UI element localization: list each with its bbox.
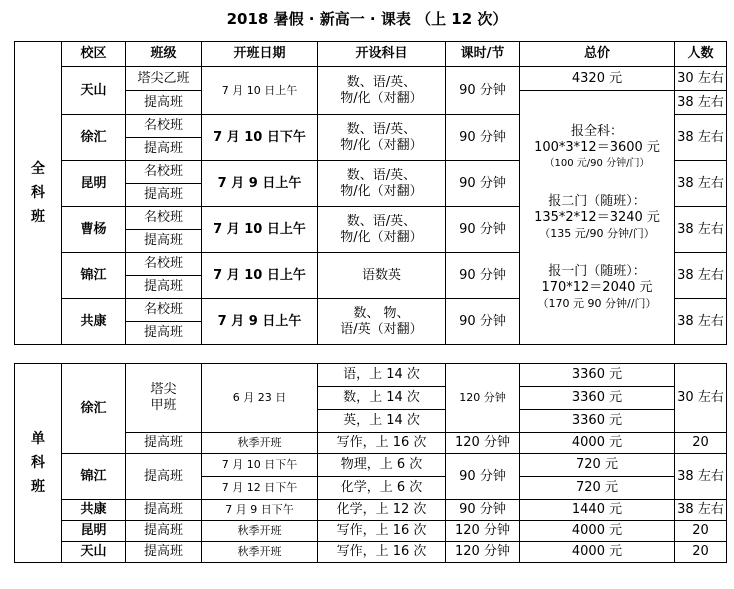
hours-cell: 120 分钟 bbox=[446, 521, 520, 542]
campus-cell: 昆明 bbox=[62, 521, 126, 542]
class-cell: 提高班 bbox=[126, 230, 202, 253]
price-cell: 1440 元 bbox=[520, 500, 675, 521]
count-cell: 38 左右 bbox=[675, 161, 727, 207]
date-cell: 7 月 10 日下午 bbox=[202, 115, 318, 161]
subject-cell: 数、语/英、 物/化（对翻） bbox=[318, 115, 446, 161]
hours-cell: 90 分钟 bbox=[446, 207, 520, 253]
class-cell: 提高班 bbox=[126, 500, 202, 521]
count-cell: 30 左右 bbox=[675, 364, 727, 433]
count-cell: 38 左右 bbox=[675, 454, 727, 500]
hours-cell: 120 分钟 bbox=[446, 364, 520, 433]
subject-cell: 物理，上 6 次 bbox=[318, 454, 446, 477]
count-cell: 30 左右 bbox=[675, 67, 727, 91]
date-cell: 7 月 12 日下午 bbox=[202, 477, 318, 500]
class-cell: 提高班 bbox=[126, 521, 202, 542]
count-cell: 38 左右 bbox=[675, 253, 727, 299]
hours-cell: 120 分钟 bbox=[446, 542, 520, 563]
date-cell: 7 月 9 日上午 bbox=[202, 161, 318, 207]
subject-cell: 写作，上 16 次 bbox=[318, 521, 446, 542]
count-cell: 20 bbox=[675, 521, 727, 542]
header-campus: 校区 bbox=[62, 42, 126, 67]
table-row bbox=[15, 454, 727, 477]
class-cell: 提高班 bbox=[126, 184, 202, 207]
price-cell: 4000 元 bbox=[520, 521, 675, 542]
class-cell: 名校班 bbox=[126, 161, 202, 184]
date-cell: 7 月 10 日上午 bbox=[202, 207, 318, 253]
table-row bbox=[15, 67, 727, 91]
subject-cell: 数、 物、 语/英（对翻） bbox=[318, 299, 446, 345]
class-cell: 提高班 bbox=[126, 322, 202, 345]
class-cell: 名校班 bbox=[126, 299, 202, 322]
class-cell: 提高班 bbox=[126, 454, 202, 500]
campus-cell: 共康 bbox=[62, 299, 126, 345]
date-cell: 7 月 9 日下午 bbox=[202, 500, 318, 521]
date-cell: 7 月 10 日上午 bbox=[202, 67, 318, 115]
date-cell: 7 月 10 日上午 bbox=[202, 253, 318, 299]
hours-cell: 90 分钟 bbox=[446, 67, 520, 115]
class-cell: 塔尖 甲班 bbox=[126, 364, 202, 433]
campus-cell: 天山 bbox=[62, 67, 126, 115]
date-cell: 7 月 9 日上午 bbox=[202, 299, 318, 345]
date-cell: 6 月 23 日 bbox=[202, 364, 318, 433]
header-price: 总价 bbox=[520, 42, 675, 67]
subject-cell: 数、语/英、 物/化（对翻） bbox=[318, 67, 446, 115]
count-cell: 38 左右 bbox=[675, 299, 727, 345]
date-cell: 秋季开班 bbox=[202, 542, 318, 563]
count-cell: 38 左右 bbox=[675, 207, 727, 253]
class-cell: 提高班 bbox=[126, 433, 202, 454]
count-cell: 38 左右 bbox=[675, 115, 727, 161]
header-count: 人数 bbox=[675, 42, 727, 67]
date-cell: 7 月 10 日下午 bbox=[202, 454, 318, 477]
class-cell: 提高班 bbox=[126, 542, 202, 563]
price-detail-cell: 报全科： 100*3*12＝3600 元 （100 元/90 分钟/门） 报二门（随班）： 135*2*12＝3240 元 （135 元/90 分钟/门） 报一门（随班）： 170*12＝2040 元 （170 元 90 分钟//门） bbox=[520, 91, 675, 345]
subject-cell: 化学，上 12 次 bbox=[318, 500, 446, 521]
header-class: 班级 bbox=[126, 42, 202, 67]
header-date: 开班日期 bbox=[202, 42, 318, 67]
count-cell: 20 bbox=[675, 433, 727, 454]
price-cell: 3360 元 bbox=[520, 387, 675, 410]
hours-cell: 120 分钟 bbox=[446, 433, 520, 454]
header-row bbox=[15, 42, 727, 67]
subject-cell: 数，上 14 次 bbox=[318, 387, 446, 410]
page-title: 2018 暑假 · 新高一 · 课表 （上 12 次） bbox=[226, 10, 508, 28]
subject-cell: 数、语/英、 物/化（对翻） bbox=[318, 161, 446, 207]
hours-cell: 90 分钟 bbox=[446, 500, 520, 521]
hours-cell: 90 分钟 bbox=[446, 161, 520, 207]
campus-cell: 曹杨 bbox=[62, 207, 126, 253]
count-cell: 38 左右 bbox=[675, 500, 727, 521]
class-cell: 提高班 bbox=[126, 138, 202, 161]
table-row bbox=[15, 521, 727, 542]
price-cell: 720 元 bbox=[520, 454, 675, 477]
count-cell: 20 bbox=[675, 542, 727, 563]
full-subject-table bbox=[14, 41, 727, 345]
class-cell: 名校班 bbox=[126, 115, 202, 138]
subject-cell: 化学，上 6 次 bbox=[318, 477, 446, 500]
date-cell: 秋季开班 bbox=[202, 433, 318, 454]
subject-cell: 语数英 bbox=[318, 253, 446, 299]
campus-cell: 徐汇 bbox=[62, 115, 126, 161]
class-cell: 名校班 bbox=[126, 207, 202, 230]
table-row bbox=[15, 542, 727, 563]
campus-cell: 徐汇 bbox=[62, 364, 126, 454]
campus-cell: 昆明 bbox=[62, 161, 126, 207]
price-cell: 3360 元 bbox=[520, 410, 675, 433]
table-row bbox=[15, 500, 727, 521]
hours-cell: 90 分钟 bbox=[446, 253, 520, 299]
campus-cell: 锦江 bbox=[62, 454, 126, 500]
class-cell: 提高班 bbox=[126, 91, 202, 115]
table-row bbox=[15, 364, 727, 387]
date-cell: 秋季开班 bbox=[202, 521, 318, 542]
single-class-label: 单 科 班 bbox=[15, 364, 62, 563]
campus-cell: 锦江 bbox=[62, 253, 126, 299]
hours-cell: 90 分钟 bbox=[446, 454, 520, 500]
subject-cell: 写作，上 16 次 bbox=[318, 542, 446, 563]
class-cell: 塔尖乙班 bbox=[126, 67, 202, 91]
subject-cell: 英，上 14 次 bbox=[318, 410, 446, 433]
subject-cell: 语，上 14 次 bbox=[318, 364, 446, 387]
single-subject-table bbox=[14, 363, 727, 563]
subject-cell: 数、语/英、 物/化（对翻） bbox=[318, 207, 446, 253]
count-cell: 38 左右 bbox=[675, 91, 727, 115]
class-cell: 提高班 bbox=[126, 276, 202, 299]
header-hours: 课时/节 bbox=[446, 42, 520, 67]
campus-cell: 共康 bbox=[62, 500, 126, 521]
campus-cell: 天山 bbox=[62, 542, 126, 563]
price-cell: 4320 元 bbox=[520, 67, 675, 91]
hours-cell: 90 分钟 bbox=[446, 299, 520, 345]
class-cell: 名校班 bbox=[126, 253, 202, 276]
hours-cell: 90 分钟 bbox=[446, 115, 520, 161]
price-cell: 4000 元 bbox=[520, 542, 675, 563]
price-cell: 720 元 bbox=[520, 477, 675, 500]
price-cell: 3360 元 bbox=[520, 364, 675, 387]
full-class-label: 全 科 班 bbox=[15, 42, 62, 345]
subject-cell: 写作，上 16 次 bbox=[318, 433, 446, 454]
header-subject: 开设科目 bbox=[318, 42, 446, 67]
price-cell: 4000 元 bbox=[520, 433, 675, 454]
